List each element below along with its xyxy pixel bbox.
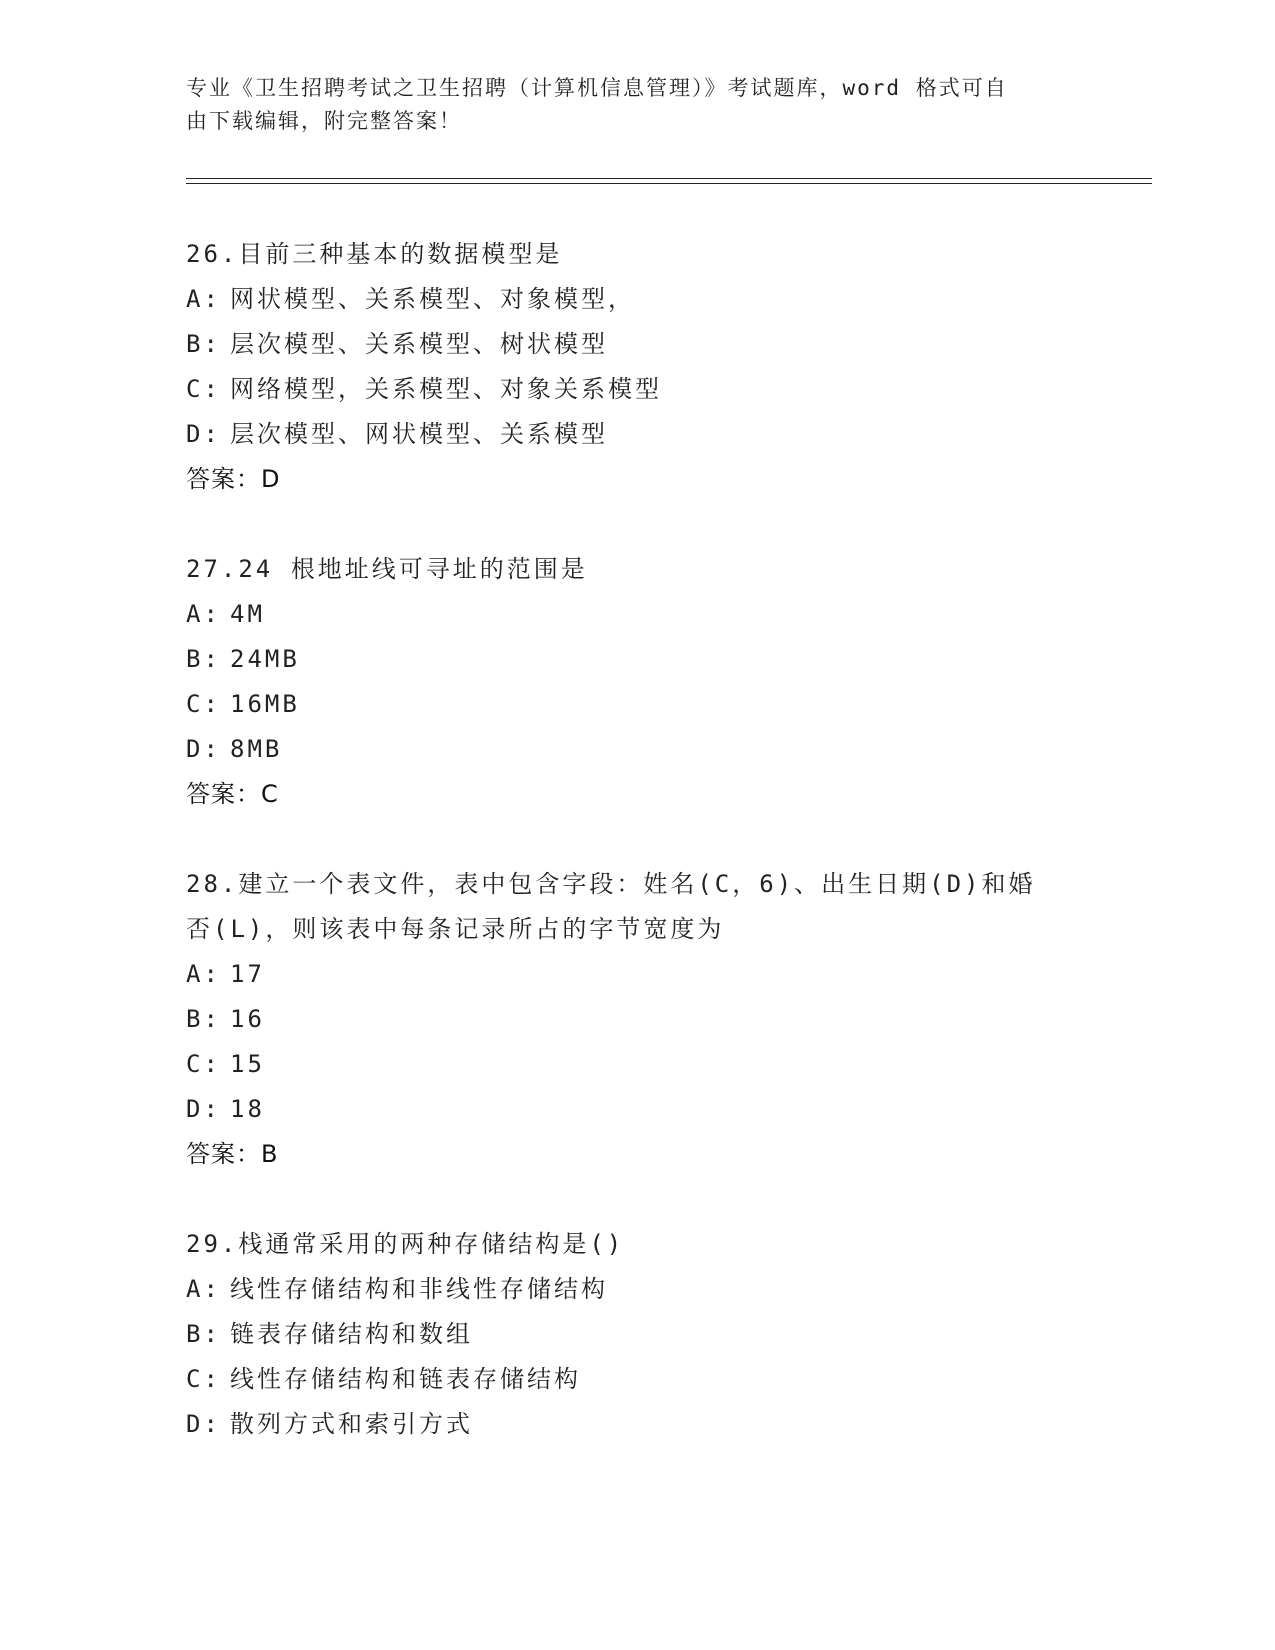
option-label: A: [186, 285, 221, 313]
option-c [186, 682, 1086, 727]
option-text: 散列方式和索引方式 [230, 1410, 473, 1438]
option-text: 18 [230, 1095, 265, 1123]
option-label: B: [186, 645, 221, 673]
option-a [186, 1267, 1086, 1312]
option-c [186, 1357, 1086, 1402]
option-label: A: [186, 600, 221, 628]
option-a [186, 277, 1086, 322]
answer-text: 答案：B [186, 1140, 279, 1168]
answer-text: 答案：C [186, 780, 279, 808]
option-text: 4M [230, 600, 265, 628]
option-text: 17 [230, 960, 265, 988]
option-label: D: [186, 1095, 221, 1123]
header-line-2: 由下载编辑，附完整答案！ [186, 109, 462, 133]
question-28 [186, 862, 1086, 1177]
question-text: 27.24 根地址线可寻址的范围是 [186, 555, 588, 583]
header-divider-top [186, 178, 1152, 179]
question-list [186, 232, 1086, 1492]
option-text: 8MB [230, 735, 283, 763]
option-a [186, 952, 1086, 997]
question-26 [186, 232, 1086, 502]
option-d [186, 1402, 1086, 1447]
question-text: 26.目前三种基本的数据模型是 [186, 240, 563, 268]
option-label: D: [186, 1410, 221, 1438]
option-text: 16 [230, 1005, 265, 1033]
option-label: C: [186, 375, 221, 403]
document-header [186, 72, 1066, 138]
option-d [186, 412, 1086, 457]
option-label: A: [186, 960, 221, 988]
question-text-line-2: 否(L)，则该表中每条记录所占的字节宽度为 [186, 915, 725, 943]
option-label: B: [186, 330, 221, 358]
question-text: 29.栈通常采用的两种存储结构是() [186, 1230, 625, 1258]
option-label: C: [186, 1365, 221, 1393]
answer-text: 答案：D [186, 465, 281, 493]
option-label: B: [186, 1320, 221, 1348]
option-d [186, 727, 1086, 772]
option-label: C: [186, 1050, 221, 1078]
option-text: 链表存储结构和数组 [230, 1320, 473, 1348]
question-text-line-1: 28.建立一个表文件，表中包含字段：姓名(C，6)、出生日期(D)和婚 [186, 870, 1036, 898]
option-b [186, 637, 1086, 682]
option-d [186, 1087, 1086, 1132]
option-text: 16MB [230, 690, 300, 718]
header-divider-bottom [186, 183, 1152, 184]
option-text: 网络模型，关系模型、对象关系模型 [230, 375, 662, 403]
option-text: 网状模型、关系模型、对象模型， [230, 285, 635, 313]
option-b [186, 997, 1086, 1042]
option-c [186, 1042, 1086, 1087]
option-label: D: [186, 420, 221, 448]
option-a [186, 592, 1086, 637]
option-text: 层次模型、关系模型、树状模型 [230, 330, 608, 358]
option-label: A: [186, 1275, 221, 1303]
option-text: 15 [230, 1050, 265, 1078]
question-27 [186, 547, 1086, 817]
header-line-1: 专业《卫生招聘考试之卫生招聘（计算机信息管理）》考试题库，word 格式可自 [186, 76, 1008, 100]
option-label: C: [186, 690, 221, 718]
question-29 [186, 1222, 1086, 1447]
option-b [186, 1312, 1086, 1357]
option-b [186, 322, 1086, 367]
option-label: B: [186, 1005, 221, 1033]
option-text: 线性存储结构和非线性存储结构 [230, 1275, 608, 1303]
option-text: 层次模型、网状模型、关系模型 [230, 420, 608, 448]
option-label: D: [186, 735, 221, 763]
option-text: 24MB [230, 645, 300, 673]
option-c [186, 367, 1086, 412]
option-text: 线性存储结构和链表存储结构 [230, 1365, 581, 1393]
